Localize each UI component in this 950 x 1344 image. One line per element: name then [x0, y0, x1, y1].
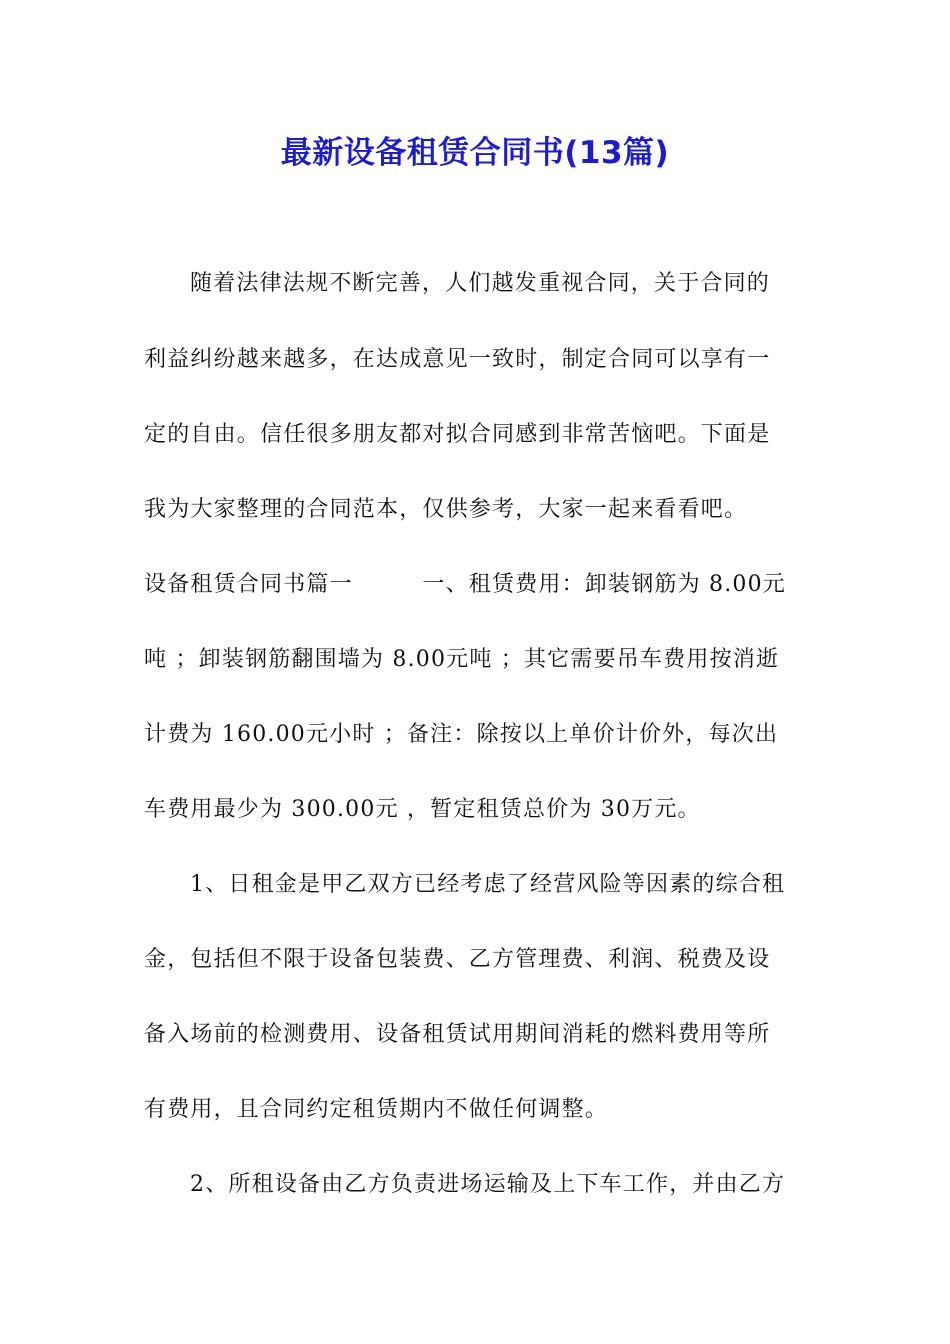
body-line: 2、所租设备由乙方负责进场运输及上下车工作，并由乙方 — [190, 1172, 786, 1197]
body-line: 备入场前的检测费用、设备租赁试用期间消耗的燃料费用等所 — [144, 1022, 771, 1047]
body-line: 有费用，且合同约定租赁期内不做任何调整。 — [144, 1097, 609, 1122]
body-line: 设备租赁合同书篇一 一、租赁费用：卸装钢筋为 8.00元 — [144, 572, 786, 597]
body-line: 金，包括但不限于设备包装费、乙方管理费、利润、税费及设 — [144, 947, 771, 972]
body-line: 1、日租金是甲乙双方已经考虑了经营风险等因素的综合租 — [190, 872, 786, 897]
body-line: 利益纠纷越来越多，在达成意见一致时，制定合同可以享有一 — [144, 347, 771, 372]
body-line: 车费用最少为 300.00元 ，暂定租赁总价为 30万元。 — [144, 797, 701, 822]
body-line: 计费为 160.00元小时 ；备注：除按以上单价计价外，每次出 — [144, 722, 779, 747]
body-line: 我为大家整理的合同范本，仅供参考，大家一起来看看吧。 — [144, 497, 748, 522]
body-line: 吨 ；卸装钢筋翻围墙为 8.00元吨 ；其它需要吊车费用按消逝 — [144, 647, 780, 672]
body-line: 随着法律法规不断完善，人们越发重视合同，关于合同的 — [190, 271, 771, 296]
document-title: 最新设备租赁合同书(13篇) — [280, 135, 670, 171]
body-line: 定的自由。信任很多朋友都对拟合同感到非常苦恼吧。下面是 — [144, 422, 771, 447]
